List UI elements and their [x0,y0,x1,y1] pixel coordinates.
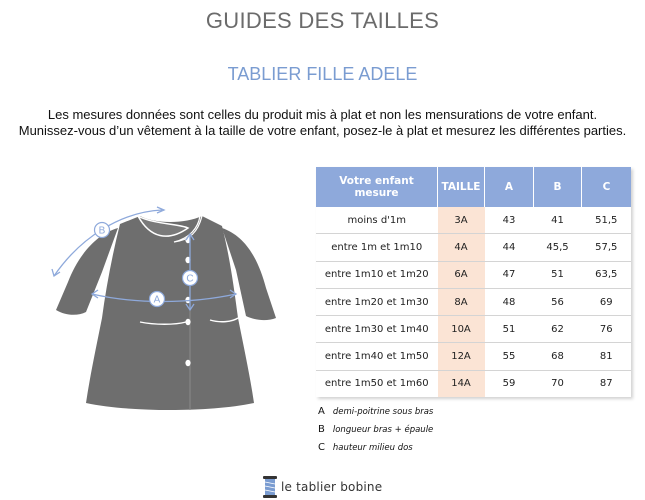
cell-b: 68 [534,343,582,370]
cell-c: 76 [582,316,632,343]
cell-b: 70 [534,370,582,397]
cell-a: 55 [485,343,534,370]
thread-spool-icon [262,475,278,499]
cell-b: 56 [534,288,582,315]
measurement-legend [318,403,433,457]
cell-child-height: moins d'1m [316,207,438,234]
cell-c: 51,5 [582,207,632,234]
cell-a: 47 [485,261,534,288]
cell-a: 59 [485,370,534,397]
brand-name: le tablier bobine [281,480,383,494]
measure-b-label: B [98,225,106,237]
table-row [316,316,631,343]
size-table-header [316,167,631,207]
cell-size: 10A [438,316,485,343]
header-c: C [582,167,632,207]
legend-item [318,403,433,421]
table-row [316,343,631,370]
legend-item [318,421,433,439]
header-b: B [534,167,582,207]
header-size: TAILLE [438,167,485,207]
table-row [316,288,631,315]
cell-c: 87 [582,370,632,397]
table-row [316,234,631,261]
cell-b: 51 [534,261,582,288]
legend-letter: C [318,442,325,453]
cell-child-height: entre 1m40 et 1m50 [316,343,438,370]
intro-line-1: Les mesures données sont celles du produit mis à plat et non les mensurations de votre enfant. [47,107,598,122]
cell-child-height: entre 1m10 et 1m20 [316,261,438,288]
legend-text: hauteur milieu dos [332,443,413,453]
table-row [316,207,631,234]
cell-a: 48 [485,288,534,315]
cell-c: 63,5 [582,261,632,288]
cell-a: 51 [485,316,534,343]
cell-size: 14A [438,370,485,397]
intro-line-2: Munissez-vous d’un vêtement à la taille de votre enfant, posez-le à plat et mesurez les différentes parties. [18,123,627,138]
cell-child-height: entre 1m20 et 1m30 [316,288,438,315]
cell-size: 8A [438,288,485,315]
cell-b: 62 [534,316,582,343]
cell-b: 45,5 [534,234,582,261]
intro-text [0,107,645,139]
size-table [316,167,631,397]
cell-a: 43 [485,207,534,234]
legend-letter: B [318,424,325,435]
legend-text: longueur bras + épaule [332,425,434,435]
measure-a-label: A [153,294,161,306]
jacket-measurement-diagram [40,198,285,413]
legend-item [318,439,433,457]
measure-c-label: C [186,273,194,285]
cell-size: 6A [438,261,485,288]
cell-a: 44 [485,234,534,261]
cell-size: 4A [438,234,485,261]
header-child-height: Votre enfant mesure [316,167,438,207]
cell-size: 3A [438,207,485,234]
table-row [316,261,631,288]
header-a: A [485,167,534,207]
cell-b: 41 [534,207,582,234]
product-title: TABLIER FILLE ADELE [227,64,418,84]
cell-c: 57,5 [582,234,632,261]
cell-size: 12A [438,343,485,370]
cell-child-height: entre 1m50 et 1m60 [316,370,438,397]
table-row [316,370,631,397]
brand-logo[interactable] [262,474,382,500]
cell-c: 69 [582,288,632,315]
cell-child-height: entre 1m30 et 1m40 [316,316,438,343]
legend-text: demi-poitrine sous bras [332,407,434,417]
legend-letter: A [318,406,325,417]
page-title: GUIDES DES TAILLES [205,8,440,33]
cell-c: 81 [582,343,632,370]
cell-child-height: entre 1m et 1m10 [316,234,438,261]
